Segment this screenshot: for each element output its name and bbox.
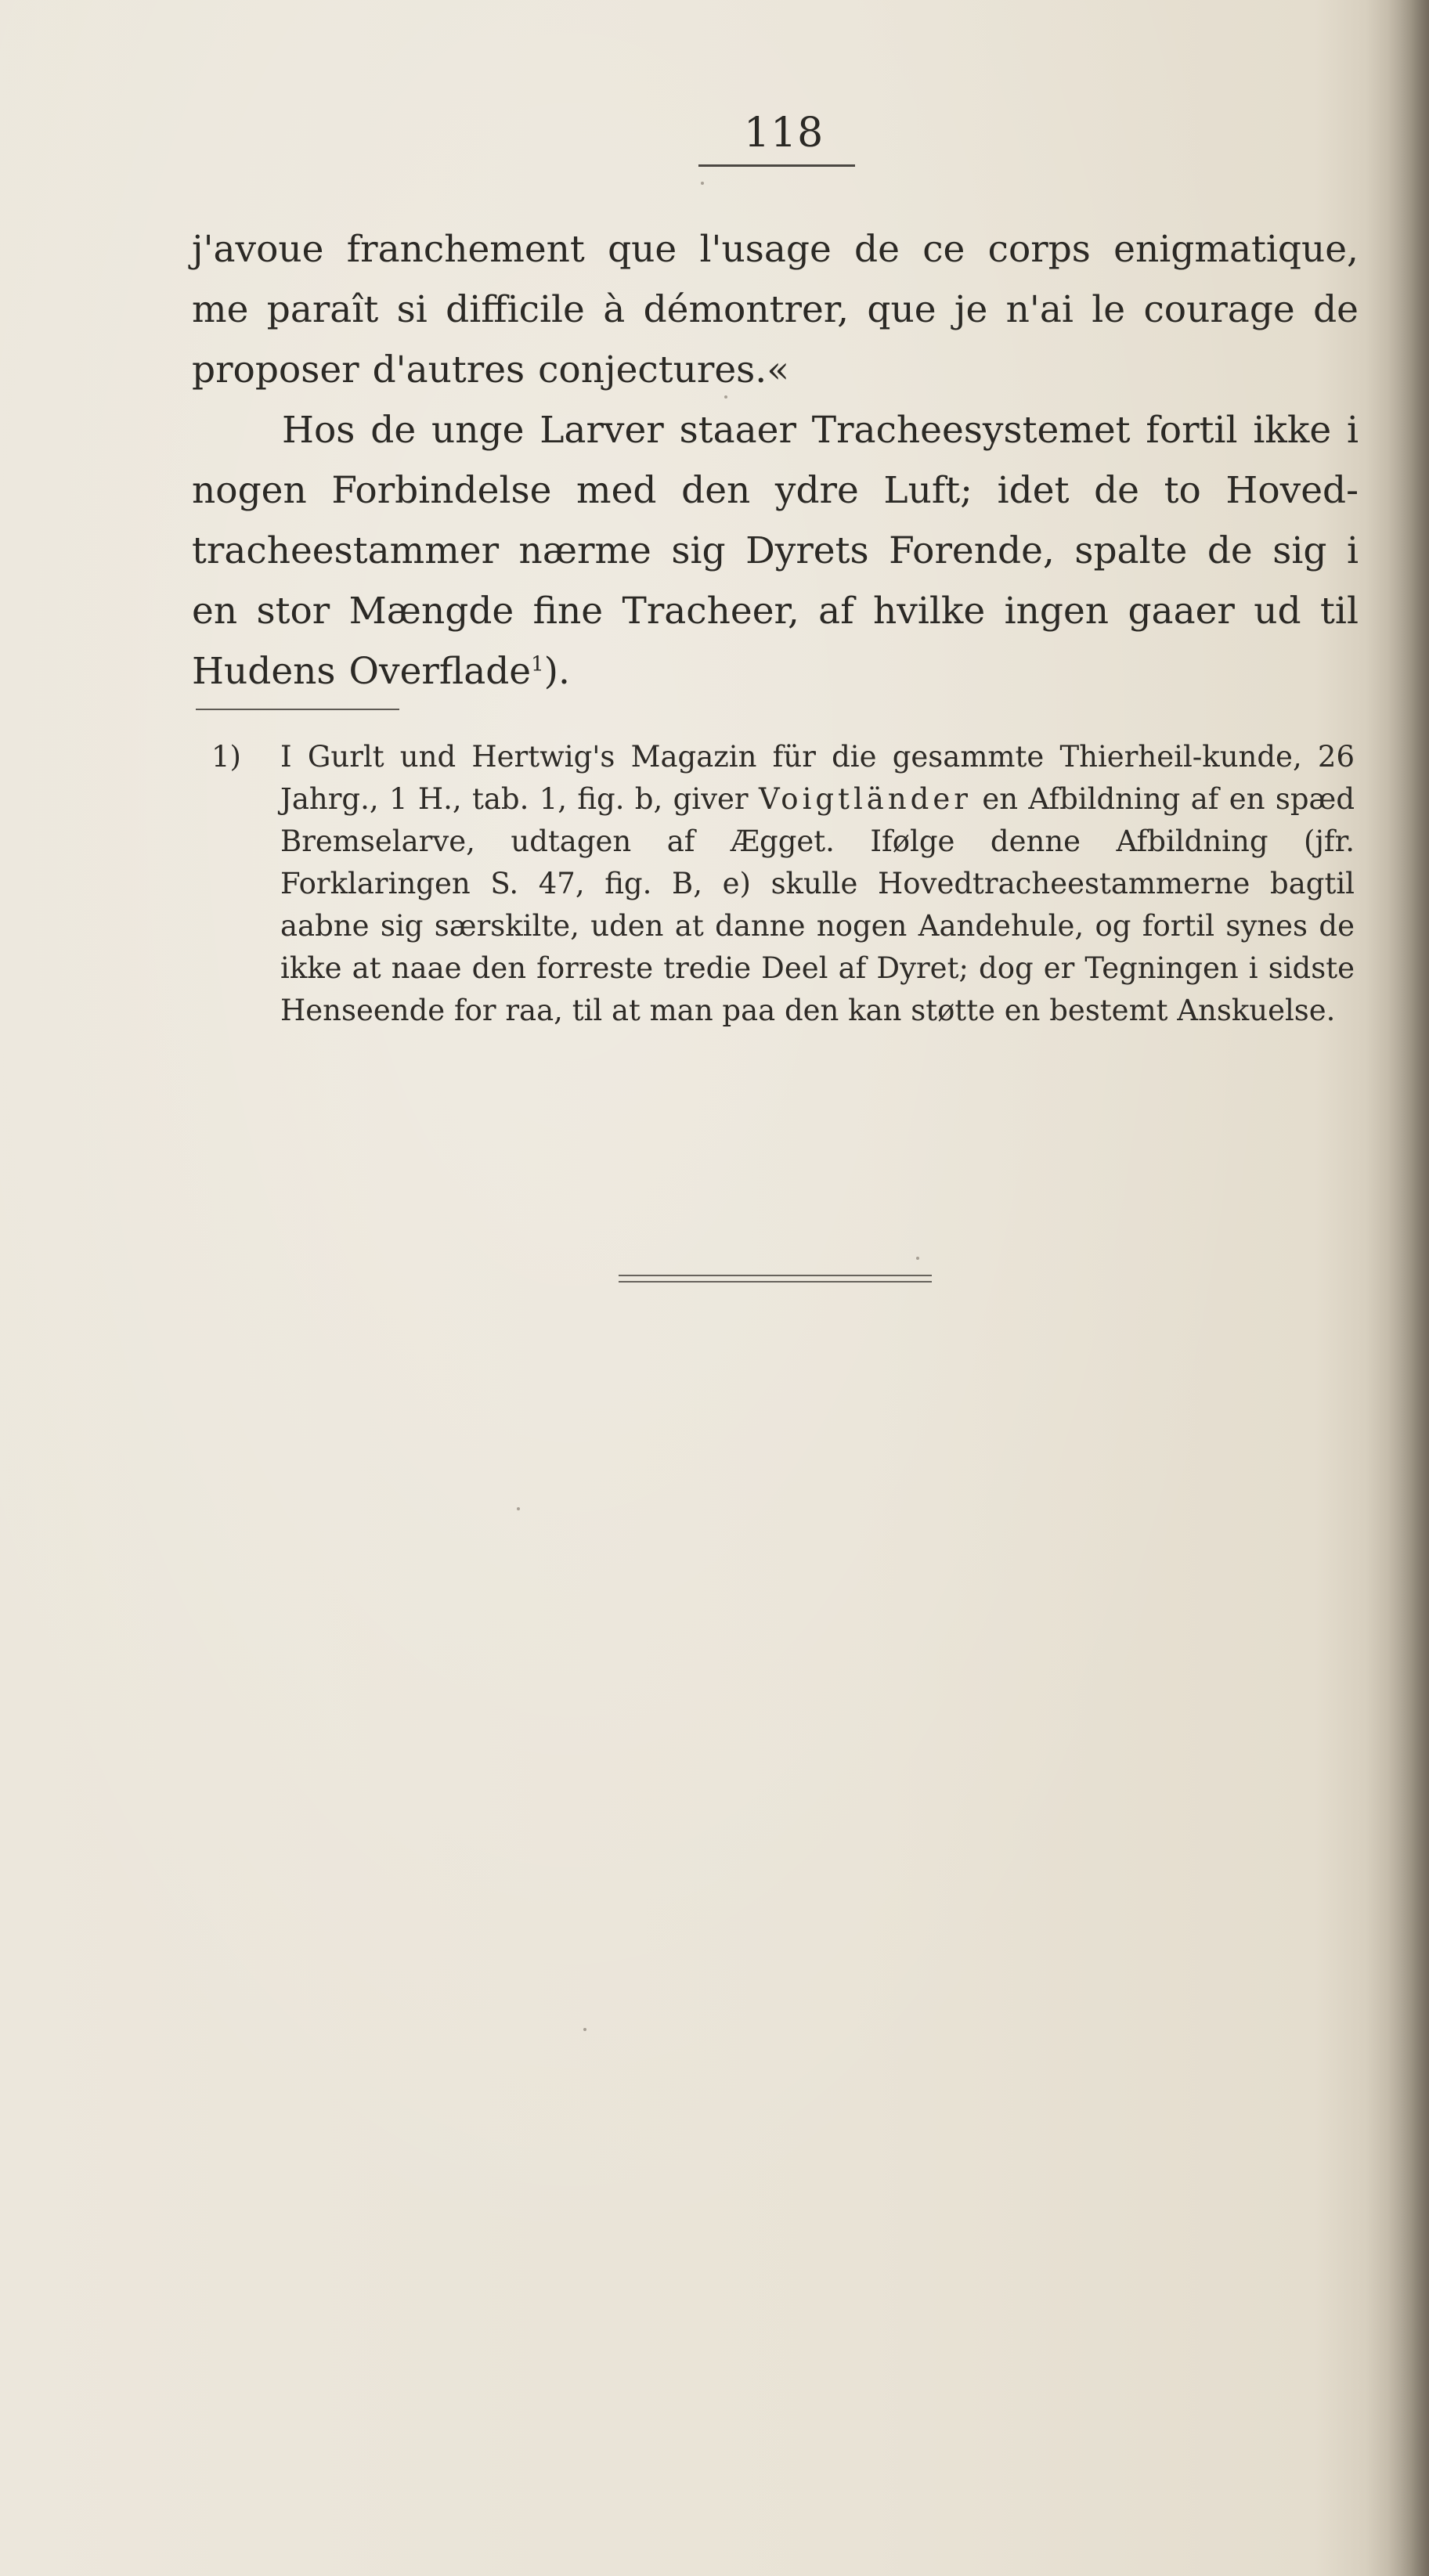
footnote-text-before: I Gurlt und Hertwig's Magazin für die gesammte Thierheil-kunde, 26 Jahrg., 1 H., tab. 1, fig. b, giver xyxy=(280,740,1355,816)
footnote-reference: 1 xyxy=(531,652,544,676)
paragraph-2-end: ). xyxy=(543,650,570,693)
footnote-marker: 1) xyxy=(211,740,241,774)
paper-speck xyxy=(583,2028,586,2031)
page-edge-shadow xyxy=(1366,0,1429,2576)
end-double-rule xyxy=(619,1275,932,1283)
end-rule-line-bottom xyxy=(619,1281,932,1283)
paper-speck xyxy=(517,1507,520,1510)
footnote-body xyxy=(280,736,1355,1032)
paper-speck xyxy=(724,395,727,399)
page-number-underline xyxy=(698,164,855,167)
paragraph-1: j'avoue franchement que l'usage de ce corps enigmatique, me paraît si difficile à démontrer, que je n'ai le courage de proposer d'autres conjectures.« xyxy=(192,228,1359,391)
end-rule-line-top xyxy=(619,1275,932,1276)
main-text xyxy=(192,219,1359,702)
footnote-text-after: en Afbildning af en spæd Bremselarve, udtagen af Ægget. Ifølge denne Afbildning (jfr. Forklaringen S. 47, fig. B, e) skulle Hovedtracheestammerne bagtil aabne sig særskilte, uden at danne nogen Aandehule, og fortil synes de ikke at naae den forreste tredie Deel af Dyret; dog er Tegningen i sidste Henseende for raa, til at man paa den kan støtte en bestemt Anskuelse. xyxy=(280,782,1355,1027)
footnote-separator xyxy=(196,709,399,710)
paragraph-2 xyxy=(192,400,1359,702)
footnote-spaced-name: Voigtländer xyxy=(758,782,972,816)
paragraph-2-text: Hos de unge Larver staaer Tracheesystemet fortil ikke i nogen Forbindelse med den ydre Luft; idet de to Hoved-tracheestammer nærme sig Dyrets Forende, spalte de sig i en stor Mængde fine Tracheer, af hvilke ingen gaaer ud til Hudens Overflade xyxy=(192,409,1359,693)
paper-speck xyxy=(916,1257,919,1260)
page-number: 118 xyxy=(744,110,825,157)
paper-speck xyxy=(701,182,704,185)
footnote xyxy=(211,736,1355,1032)
